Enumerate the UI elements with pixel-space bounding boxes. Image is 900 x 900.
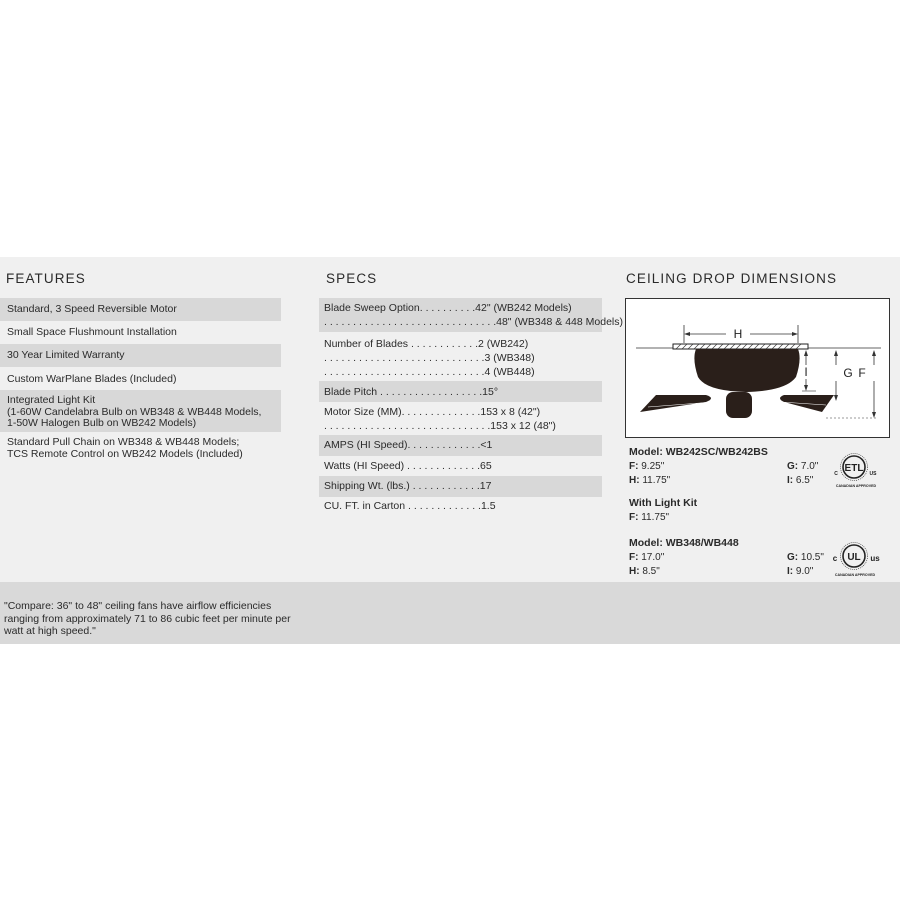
spec-blade-pitch: Blade Pitch . . . . . . . . . . . . . . . . . .15° <box>319 381 602 402</box>
svg-text:C: C <box>834 471 838 477</box>
spec-amps: AMPS (HI Speed). . . . . . . . . . . . .<1 <box>319 435 602 456</box>
spec-carton: CU. FT. in Carton . . . . . . . . . . . . .1.5 <box>324 500 496 512</box>
model-1-title: Model: WB242SC/WB242BS <box>629 446 768 458</box>
model-2-h: H: 8.5" <box>629 566 660 577</box>
model-2-g: G: 10.5" <box>787 552 824 563</box>
feature-item-control: Standard Pull Chain on WB348 & WB448 Models; TCS Remote Control on WB242 Models (Included) <box>7 436 243 460</box>
fan-dimension-drawing <box>626 299 889 437</box>
svg-text:us: us <box>870 554 880 563</box>
model-2-f: F: 17.0" <box>629 552 665 563</box>
svg-text:ETL: ETL <box>844 463 864 474</box>
svg-text:UL: UL <box>847 552 861 563</box>
spec-watts: Watts (HI Speed) . . . . . . . . . . . . .65 <box>324 460 492 472</box>
dim-label-f: F <box>858 366 866 380</box>
light-kit-f: F: 11.75" <box>629 512 670 523</box>
feature-item: Standard, 3 Speed Reversible Motor <box>0 298 281 321</box>
airflow-efficiency-note: "Compare: 36" to 48" ceiling fans have airflow efficiencies ranging from approximately 71 to 86 cubic feet per minute per watt at high speed." <box>4 600 291 637</box>
etl-certification-icon <box>828 452 884 490</box>
svg-text:c: c <box>832 554 838 563</box>
dim-label-i: I <box>804 365 808 379</box>
ul-certification-icon <box>826 541 884 579</box>
model-1-i: I: 6.5" <box>787 475 814 486</box>
svg-text:US: US <box>869 471 877 477</box>
dimensions-heading: CEILING DROP DIMENSIONS <box>626 271 838 286</box>
svg-text:CANADIAN APPROVED: CANADIAN APPROVED <box>834 573 876 577</box>
light-kit <box>726 392 752 418</box>
specs-heading: SPECS <box>326 271 378 286</box>
light-kit-title: With Light Kit <box>629 497 698 509</box>
model-2-i: I: 9.0" <box>787 566 814 577</box>
dim-label-h: H <box>733 327 743 341</box>
feature-item: Small Space Flushmount Installation <box>7 326 177 338</box>
model-2-title: Model: WB348/WB448 <box>629 537 739 549</box>
feature-item: Custom WarPlane Blades (Included) <box>7 373 177 385</box>
model-1-f: F: 9.25" <box>629 461 665 472</box>
left-blade <box>640 395 711 412</box>
ceiling-drop-diagram <box>625 298 890 438</box>
svg-text:CANADIAN APPROVED: CANADIAN APPROVED <box>835 484 877 488</box>
model-1-g: G: 7.0" <box>787 461 819 472</box>
dim-label-g: G <box>843 366 853 380</box>
spec-motor-size: Motor Size (MM). . . . . . . . . . . . . .153 x 8 (42") . . . . . . . . . . . . . . . . . . . . . . . . . . . . .153 x 12 (48") <box>324 406 556 432</box>
footer-note <box>0 582 900 644</box>
spec-blade-sweep: Blade Sweep Option. . . . . . . . . .42" (WB242 Models) . . . . . . . . . . . . . . . . . . . . . . . . . . . . . .48" (WB348 & 448 Models) <box>319 298 602 332</box>
spec-shipping-weight: Shipping Wt. (lbs.) . . . . . . . . . . . .17 <box>319 476 602 497</box>
spec-number-of-blades: Number of Blades . . . . . . . . . . . .2 (WB242) . . . . . . . . . . . . . . . . . . . . . . . . . . . .3 (WB348) . . . . . . . . . . . . . . . . . . . . . . . . . . . .4 (WB448) <box>324 338 535 378</box>
motor-housing <box>694 349 799 392</box>
feature-item: 30 Year Limited Warranty <box>0 344 281 367</box>
features-heading: FEATURES <box>6 271 86 286</box>
feature-item-light-kit: Integrated Light Kit (1-60W Candelabra Bulb on WB348 & WB448 Models, 1-50W Halogen Bulb on WB242 Models) <box>0 390 281 432</box>
model-1-h: H: 11.75" <box>629 475 671 486</box>
